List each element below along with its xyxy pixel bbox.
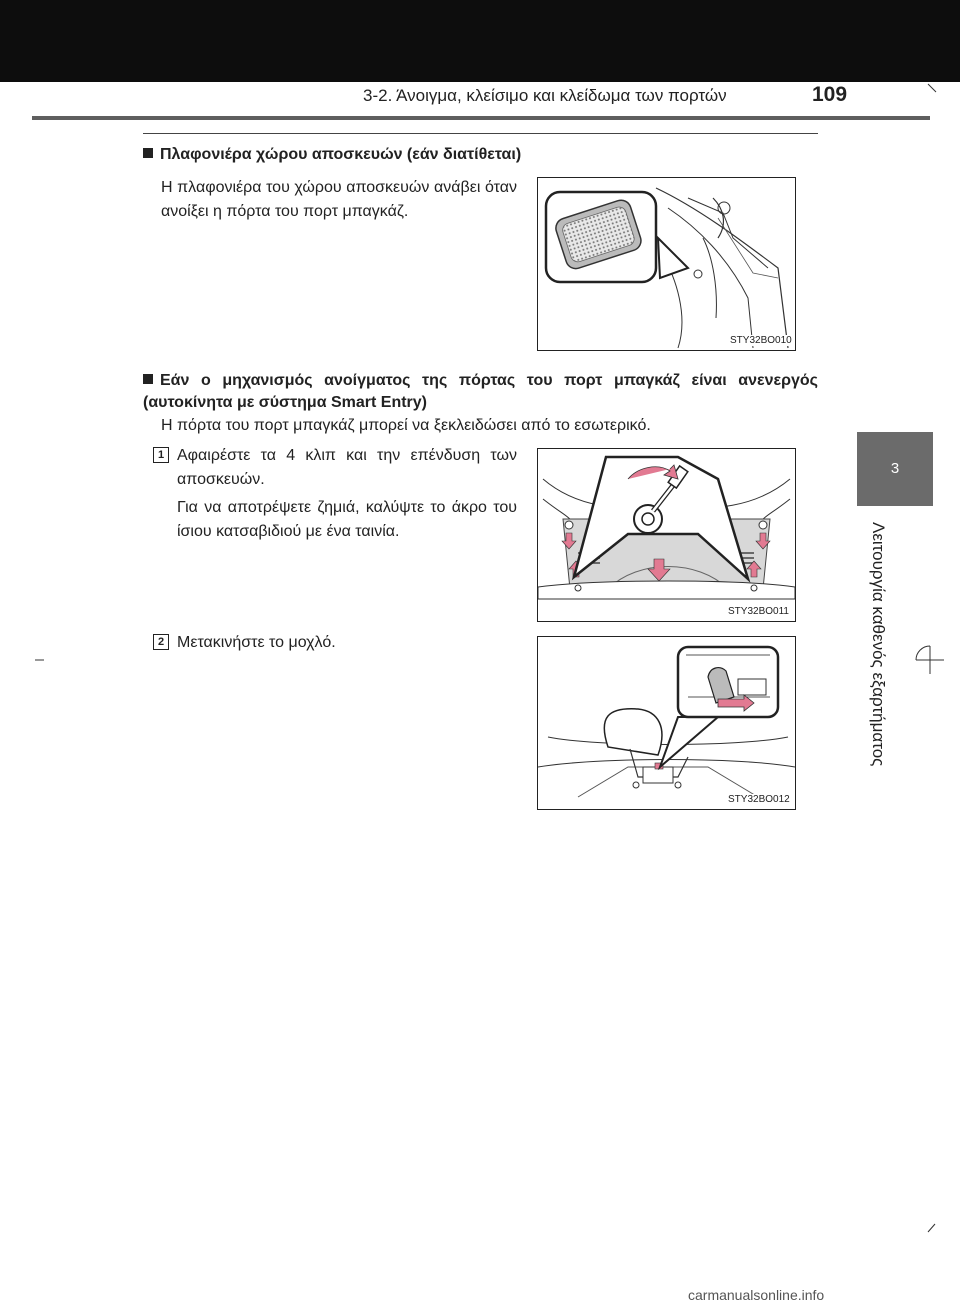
step-number-badge: 2 — [153, 634, 169, 650]
step-note: Για να αποτρέψετε ζημιά, καλύψτε το άκρο του ίσιου κατσαβιδιού με ένα ταινία. — [177, 499, 517, 540]
section-heading-text: Εάν ο μηχανισμός ανοίγματος της πόρτας του πορτ μπαγκάζ είναι ανενεργός (αυτοκίνητα με σύστημα Smart Entry) — [143, 372, 818, 411]
figure-code: STY32BO012 — [728, 794, 790, 805]
chapter-number: 3 — [890, 460, 900, 477]
page-number: 109 — [812, 83, 848, 106]
step-text: Μετακινήστε το μοχλό. — [177, 634, 336, 651]
section-heading-text: Πλαφονιέρα χώρου αποσκευών (εάν διατίθεται) — [160, 146, 522, 163]
section-title: 3-2. Άνοιγμα, κλείσιμο και κλείδωμα των πορτών — [363, 86, 727, 105]
chapter-title: Λειτουργία καθενός εξαρτήματος — [869, 522, 888, 767]
figure-code: STY32BO010 — [730, 335, 792, 346]
watermark: carmanualsonline.info — [688, 1287, 825, 1303]
section-body: Η πλαφονιέρα του χώρου αποσκευών ανάβει όταν ανοίξει η πόρτα του πορτ μπαγκάζ. — [161, 179, 517, 220]
figure-code: STY32BO011 — [728, 606, 789, 617]
section-body: Η πόρτα του πορτ μπαγκάζ μπορεί να ξεκλειδώσει από το εσωτερικό. — [161, 417, 651, 434]
step-text-content: Αφαιρέστε τα 4 κλιπ και την επένδυση των αποσκευών. — [177, 447, 517, 488]
step-number-badge: 1 — [153, 447, 169, 463]
